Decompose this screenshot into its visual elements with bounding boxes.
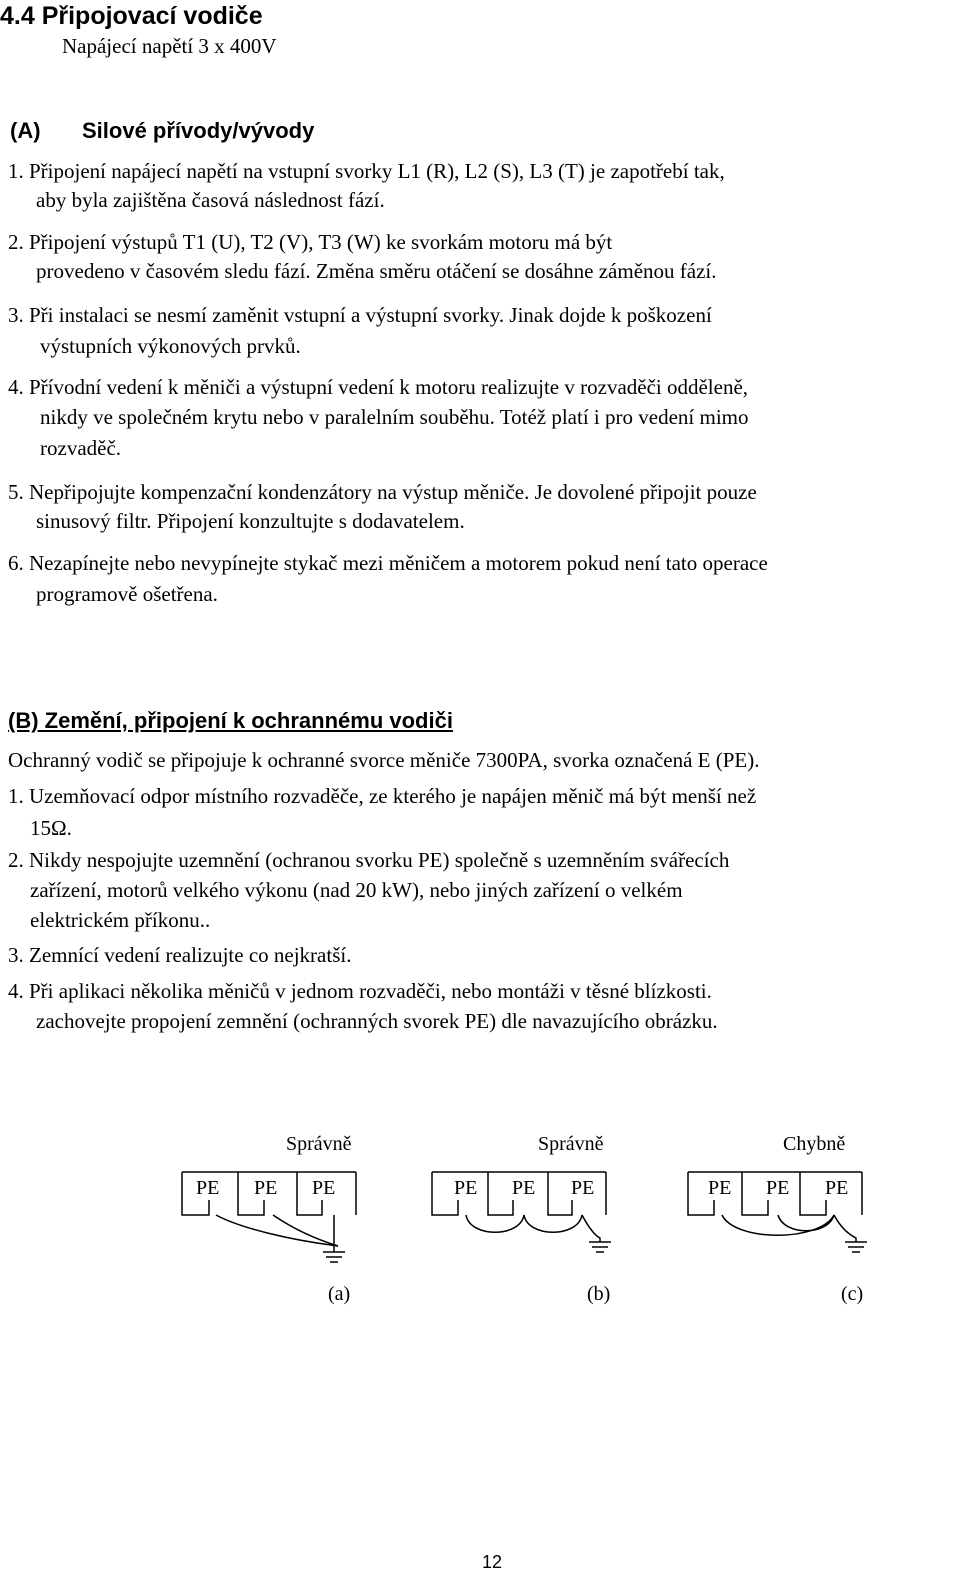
section-a-line: 6. Nezapínejte nebo nevypínejte stykač mezi měničem a motorem pokud není tato operace (8, 551, 768, 575)
section-a-line: programově ošetřena. (36, 582, 218, 606)
section-a-title (10, 118, 314, 144)
ground-wire-b1 (466, 1215, 524, 1232)
pe-label: PE (708, 1177, 732, 1199)
section-a-line: 1. Připojení napájecí napětí na vstupní svorky L1 (R), L2 (S), L3 (T) je zapotřebí tak, (8, 159, 725, 183)
pe-label: PE (766, 1177, 790, 1199)
panel-c-caption: (c) (841, 1283, 864, 1305)
section-a-line: sinusový filtr. Připojení konzultujte s dodavatelem. (36, 509, 465, 533)
panel-b-caption: (b) (587, 1283, 611, 1305)
supply-voltage-subheading: Napájecí napětí 3 x 400V (62, 34, 277, 58)
section-b-line: elektrickém příkonu.. (30, 908, 211, 932)
ground-wire-b2 (524, 1215, 582, 1232)
section-heading: 4.4 Připojovací vodiče (0, 2, 263, 30)
ground-wire-c2 (778, 1215, 834, 1231)
ground-wire-b3 (582, 1215, 600, 1242)
panel-a-status: Správně (286, 1133, 352, 1155)
section-b-line: zachovejte propojení zemnění (ochranných svorek PE) dle navazujícího obrázku. (36, 1009, 718, 1033)
ground-wire-c1 (722, 1215, 834, 1235)
ground-wire-c3 (834, 1215, 856, 1242)
section-b-line: 15Ω. (30, 816, 72, 840)
section-b-title: (B) Zemění, připojení k ochrannému vodiči (8, 708, 453, 733)
section-b-line: Ochranný vodič se připojuje k ochranné svorce měniče 7300PA, svorka označená E (PE). (8, 748, 760, 772)
section-b-line: 4. Při aplikaci několika měničů v jednom rozvaděči, nebo montáži v těsné blízkosti. (8, 979, 712, 1003)
section-b-line: zařízení, motorů velkého výkonu (nad 20 kW), nebo jiných zařízení o velkém (30, 878, 683, 902)
pe-label: PE (825, 1177, 849, 1199)
section-a-line: 3. Při instalaci se nesmí zaměnit vstupní a výstupní svorky. Jinak dojde k poškození (8, 303, 712, 327)
section-a-line: rozvaděč. (40, 436, 122, 460)
section-a-line: nikdy ve společném krytu nebo v paralelním souběhu. Totéž platí i pro vedení mimo (40, 405, 749, 429)
ground-symbol-icon (323, 1252, 345, 1262)
section-a-line: 5. Nepřipojujte kompenzační kondenzátory na výstup měniče. Je dovolené připojit pouze (8, 480, 757, 504)
section-a-title-text: Silové přívody/vývody (82, 118, 315, 143)
section-a-line: 2. Připojení výstupů T1 (U), T2 (V), T3 (W) ke svorkám motoru má být (8, 230, 613, 254)
section-a-line: provedeno v časovém sledu fází. Změna směru otáčení se dosáhne záměnou fází. (36, 259, 717, 283)
page-number: 12 (482, 1552, 503, 1572)
panel-c-status: Chybně (783, 1133, 846, 1155)
section-a-line: 4. Přívodní vedení k měniči a výstupní vedení k motoru realizujte v rozvaděči odděleně, (8, 375, 749, 399)
section-b-line: 1. Uzemňovací odpor místního rozvaděče, ze kterého je napájen měnič má být menší než (8, 784, 757, 808)
section-b-line: 3. Zemnící vedení realizujte co nejkratší. (8, 943, 352, 967)
pe-label: PE (512, 1177, 536, 1199)
section-a-line: výstupních výkonových prvků. (40, 334, 301, 358)
panel-b-status: Správně (538, 1133, 604, 1155)
ground-symbol-icon (845, 1242, 867, 1252)
pe-label: PE (454, 1177, 478, 1199)
pe-label: PE (312, 1177, 336, 1199)
ground-symbol-icon (589, 1242, 611, 1252)
panel-a-caption: (a) (328, 1283, 351, 1305)
pe-label: PE (196, 1177, 220, 1199)
grounding-diagram (0, 1120, 960, 1320)
section-a-line: aby byla zajištěna časová následnost fází. (36, 188, 385, 212)
section-b-line: 2. Nikdy nespojujte uzemnění (ochranou svorku PE) společně s uzemněním svářecích (8, 848, 730, 872)
ground-wire-a1 (216, 1215, 338, 1246)
pe-label: PE (571, 1177, 595, 1199)
section-a-label: (A) (10, 118, 41, 143)
pe-label: PE (254, 1177, 278, 1199)
